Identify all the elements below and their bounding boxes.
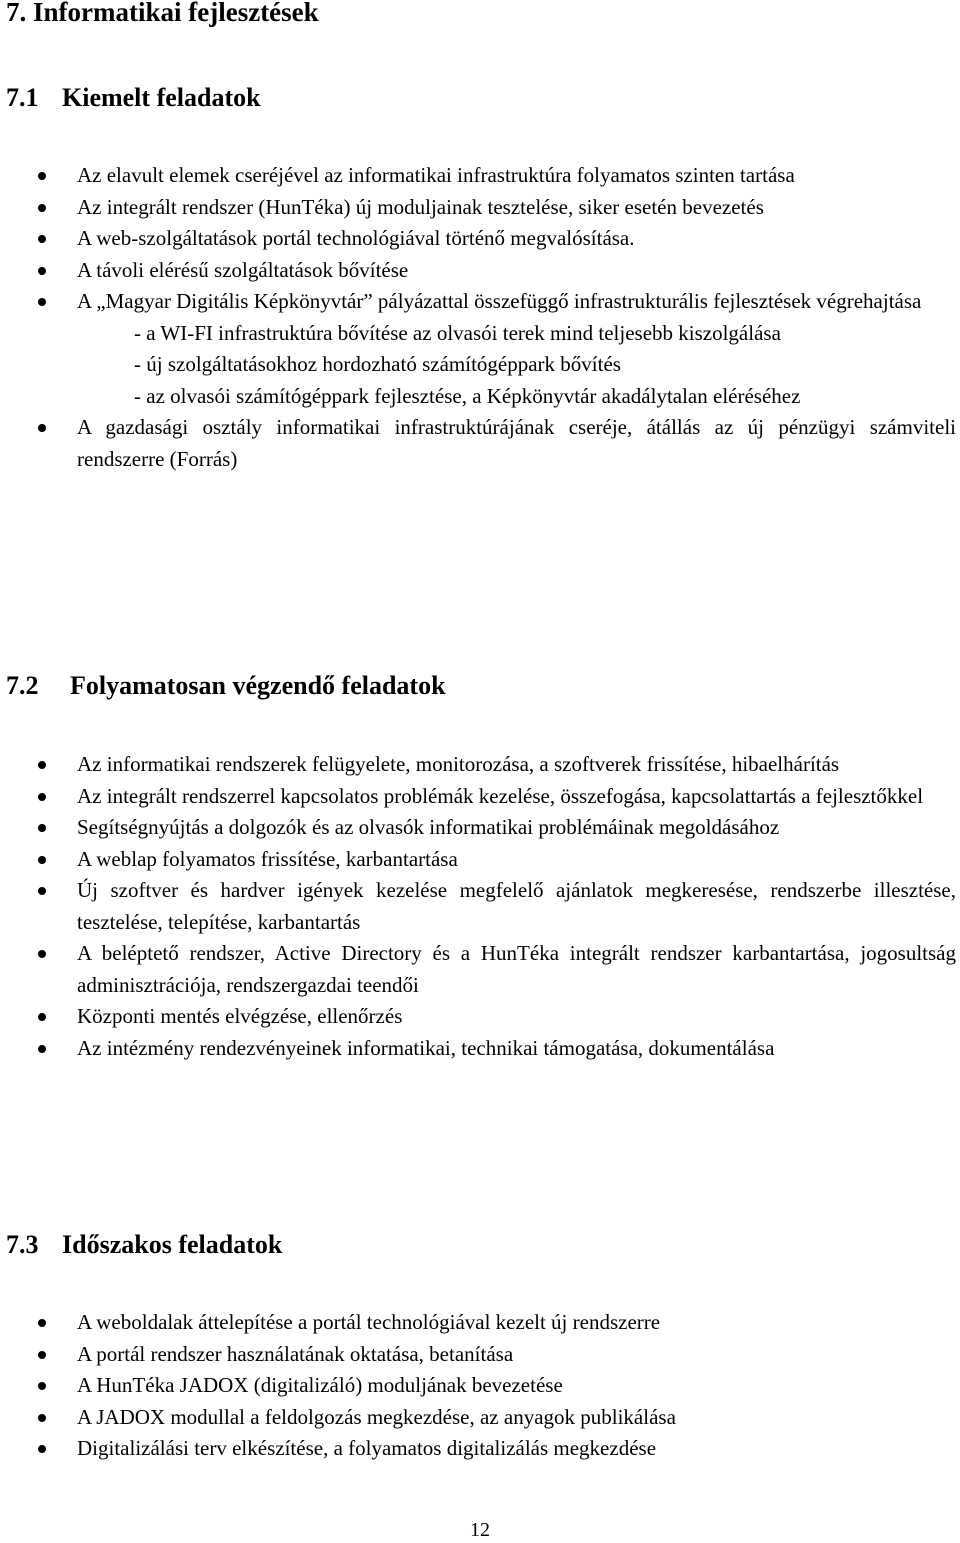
bullet-icon [38,172,46,180]
list-item-text: A távoli elérésű szolgáltatások bővítése [77,257,409,282]
chapter-title: 7. Informatikai fejlesztések [6,0,319,27]
bullet-icon [38,235,46,243]
list-item-text: Az integrált rendszerrel kapcsolatos problémák kezelése, összefogása, kapcsolattartás a fejlesztőkkel [77,783,924,808]
bullet-icon [38,204,46,212]
list-item [0,1339,956,1371]
list-item [0,812,956,844]
list-item-text: A JADOX modullal a feldolgozás megkezdése, az anyagok publikálása [77,1404,676,1429]
key-tasks-list [0,160,956,475]
list-item [0,1001,956,1033]
list-item [0,286,956,412]
bullet-icon [38,1319,46,1327]
list-item [0,1402,956,1434]
bullet-icon [38,824,46,832]
ongoing-tasks-list [0,749,956,1064]
bullet-icon [38,761,46,769]
list-item-text: Az elavult elemek cseréjével az informatikai infrastruktúra folyamatos szinten tartása [77,163,795,187]
page-number: 12 [470,1519,490,1541]
section-title-7-2 [6,668,446,704]
list-item-text: Új szoftver és hardver igények kezelése megfelelő ajánlatok megkeresése, rendszerbe illesztése, tesztelése, telepítése, karbantartás [77,878,956,934]
bullet-icon [38,424,46,432]
list-item-text: A beléptető rendszer, Active Directory és a HunTéka integrált rendszer karbantartása, jogosultság adminisztrációja, rendszergazdai teendői [77,941,956,997]
list-item-text: A web-szolgáltatások portál technológiával történő megvalósítása. [77,226,635,250]
bullet-icon [38,887,46,895]
list-item [0,223,956,255]
list-item-text: A weboldalak áttelepítése a portál technológiával kezelt új rendszerre [77,1310,661,1334]
sub-list-item: - a WI-FI infrastruktúra bővítése az olvasói terek mind teljesebb kiszolgálása [134,320,781,345]
bullet-icon [38,1013,46,1021]
bullet-icon [38,1382,46,1390]
list-item [0,1033,956,1065]
list-item [0,875,956,938]
bullet-icon [38,1414,46,1422]
bullet-icon [38,1045,46,1053]
list-item-text: A portál rendszer használatának oktatása, betanítása [77,1341,514,1366]
section-number: 7.2 [6,671,39,700]
section-heading: Időszakos feladatok [62,1230,283,1259]
bullet-icon [38,793,46,801]
section-title-7-3 [6,1227,282,1263]
section-heading: Kiemelt feladatok [62,83,261,112]
list-item-text: Segítségnyújtás a dolgozók és az olvasók informatikai problémáinak megoldásához [77,815,780,839]
list-item-text: Központi mentés elvégzése, ellenőrzés [77,1004,403,1028]
periodic-tasks-list [0,1307,956,1465]
list-item [0,412,956,475]
section-heading: Folyamatosan végzendő feladatok [70,671,446,700]
list-item [0,1370,956,1402]
sub-list-item: - az olvasói számítógéppark fejlesztése, a Képkönyvtár akadálytalan eléréséhez [134,383,801,408]
list-item [0,255,956,287]
bullet-icon [38,1445,46,1453]
list-item-text: A gazdasági osztály informatikai infrastruktúrájának cseréje, átállás az új pénzügyi számviteli rendszerre (Forrás) [77,415,956,471]
section-title-7-1 [6,80,261,116]
bullet-icon [38,950,46,958]
list-item [0,749,956,781]
list-item-text: A „Magyar Digitális Képkönyvtár” pályázattal összefüggő infrastrukturális fejlesztések végrehajtása [77,289,922,313]
list-item-text: Digitalizálási terv elkészítése, a folyamatos digitalizálás megkezdése [77,1436,657,1460]
list-item-text: Az intézmény rendezvényeinek informatikai, technikai támogatása, dokumentálása [77,1035,775,1060]
bullet-icon [38,1351,46,1359]
section-number: 7.1 [6,83,39,112]
bullet-icon [38,298,46,306]
list-item [0,781,956,813]
sub-list-item: - új szolgáltatásokhoz hordozható számítógéppark bővítés [134,352,621,376]
list-item [0,160,956,192]
list-item [0,1433,956,1465]
section-number: 7.3 [6,1230,39,1259]
bullet-icon [38,856,46,864]
list-item [0,192,956,224]
list-item-text: A HunTéka JADOX (digitalizáló) moduljának bevezetése [77,1373,563,1397]
list-item [0,1307,956,1339]
list-item [0,938,956,1001]
list-item-text: Az integrált rendszer (HunTéka) új moduljainak tesztelése, siker esetén bevezetés [77,194,764,219]
list-item [0,844,956,876]
list-item-text: Az informatikai rendszerek felügyelete, monitorozása, a szoftverek frissítése, hibaelhárítás [77,752,840,776]
list-item-text: A weblap folyamatos frissítése, karbantartása [77,846,458,871]
bullet-icon [38,267,46,275]
